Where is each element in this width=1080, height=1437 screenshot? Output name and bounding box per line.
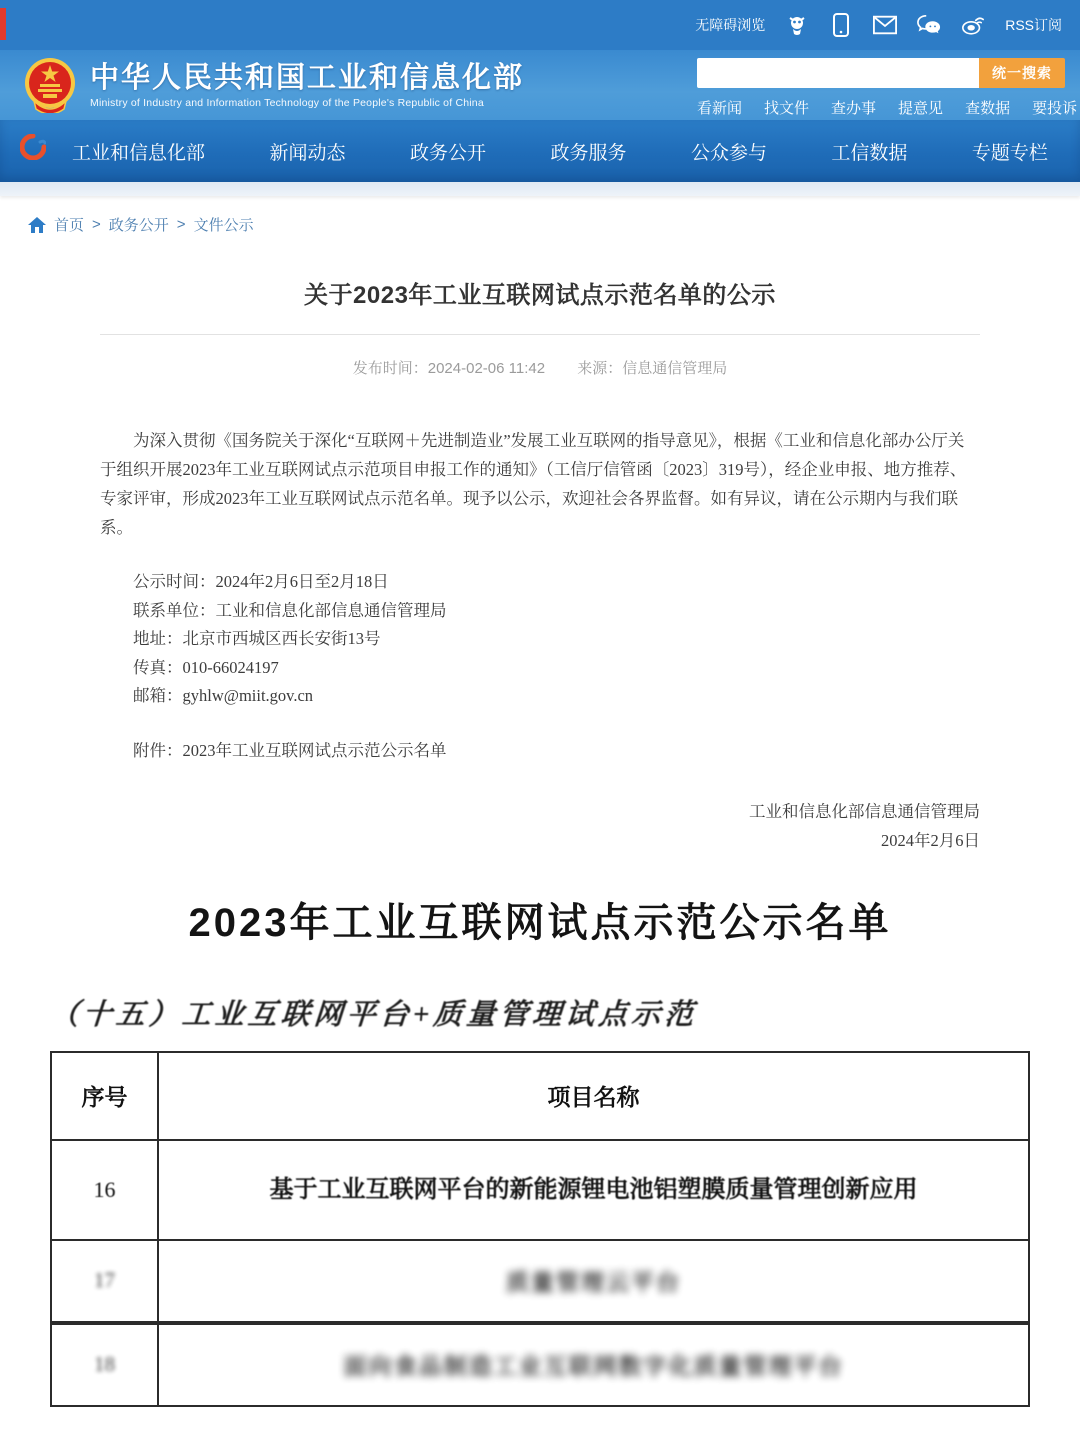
table-row-blurred xyxy=(51,1240,1029,1323)
publish-time-label: 发布时间： xyxy=(352,360,428,377)
article-body xyxy=(100,426,980,711)
mascot-icon[interactable] xyxy=(785,13,809,37)
weibo-icon[interactable] xyxy=(961,13,985,37)
quick-link-complaint[interactable]: 要投诉 xyxy=(1032,100,1078,117)
site-title-en: Ministry of Industry and Information Technology of the People's Republic of China xyxy=(90,96,484,109)
col-header-no: 序号 xyxy=(51,1052,158,1140)
annex-table xyxy=(50,1051,1030,1407)
source-label: 来源： xyxy=(577,360,623,377)
annex-heading: 2023年工业互联网试点示范公示名单 xyxy=(188,900,892,945)
signature-org: 工业和信息化部信息通信管理局 xyxy=(749,801,980,821)
quick-link-data[interactable]: 查数据 xyxy=(965,100,1011,117)
breadcrumb-file-notice[interactable]: 文件公示 xyxy=(193,217,254,234)
site-title-cn: 中华人民共和国工业和信息化部 xyxy=(90,61,525,94)
breadcrumb-separator: > xyxy=(92,216,101,233)
table-row-blurred xyxy=(51,1323,1029,1406)
top-utility-bar xyxy=(0,0,1080,50)
e-gov-logo-icon xyxy=(20,134,46,160)
search-input[interactable] xyxy=(697,58,979,88)
row-no: 16 xyxy=(51,1140,158,1240)
site-header xyxy=(0,50,1080,120)
nav-item-gov-open[interactable]: 政务公开 xyxy=(409,142,486,164)
search-button[interactable]: 统一搜索 xyxy=(979,58,1065,88)
breadcrumb-gov-open[interactable]: 政务公开 xyxy=(108,217,169,234)
quick-link-feedback[interactable]: 提意见 xyxy=(898,100,944,117)
attachment-link[interactable]: 附件：2023年工业互联网试点示范公示名单 xyxy=(133,740,447,760)
mail-icon[interactable] xyxy=(873,13,897,37)
quick-link-news[interactable]: 看新闻 xyxy=(697,100,743,117)
row-project-name: 基于工业互联网平台的新能源锂电池铝塑膜质量管理创新应用 xyxy=(158,1140,1029,1240)
notice-period-line: 公示时间：2024年2月6日至2月18日 xyxy=(133,572,389,591)
lead-paragraph: 为深入贯彻《国务院关于深化“互联网＋先进制造业”发展工业互联网的指导意见》，根据《工业和信息化部办公厅关于组织开展2023年工业互联网试点示范项目申报工作的通知》（工信厅信管函〔2023〕319号），经企业申报、地方推荐、专家评审，形成2023年工业互联网试点示范名单。现予以公示，欢迎社会各界监督。如有异议，请在公示期内与我们联系。 xyxy=(100,431,967,537)
mobile-icon[interactable] xyxy=(829,13,853,37)
wechat-icon[interactable] xyxy=(917,13,941,37)
rss-link[interactable]: RSS订阅 xyxy=(1005,17,1062,33)
primary-nav xyxy=(0,120,1080,182)
nav-item-data[interactable]: 工信数据 xyxy=(831,142,908,164)
contact-unit-line: 联系单位：工业和信息化部信息通信管理局 xyxy=(133,600,447,620)
accessibility-link[interactable]: 无障碍浏览 xyxy=(695,17,766,33)
search-area xyxy=(697,58,1078,118)
quick-link-services[interactable]: 查办事 xyxy=(831,100,877,117)
signature-date: 2024年2月6日 xyxy=(881,830,980,850)
nav-item-gov-service[interactable]: 政务服务 xyxy=(550,142,627,164)
breadcrumb-home[interactable]: 首页 xyxy=(54,217,85,234)
quick-links xyxy=(697,97,1078,118)
row-no: 18 xyxy=(51,1323,158,1406)
annex-section-title: （十五）工业互联网平台+质量管理试点示范 xyxy=(48,998,699,1031)
home-icon[interactable] xyxy=(28,217,46,233)
address-line: 地址：北京市西城区西长安街13号 xyxy=(133,629,381,648)
breadcrumb xyxy=(0,196,1080,235)
contact-info-block xyxy=(100,568,980,711)
title-divider xyxy=(100,334,980,335)
nav-item-topics[interactable]: 专题专栏 xyxy=(971,142,1048,164)
nav-item-news[interactable]: 新闻动态 xyxy=(269,142,346,164)
nav-item-miit[interactable]: 工业和信息化部 xyxy=(72,142,206,164)
article xyxy=(100,275,980,855)
fax-line: 传真：010-66024197 xyxy=(133,657,279,677)
source-value: 信息通信管理局 xyxy=(622,360,728,377)
row-no: 17 xyxy=(51,1240,158,1323)
publish-time: 2024-02-06 11:42 xyxy=(427,360,546,377)
article-meta xyxy=(100,357,980,378)
table-header-row xyxy=(51,1052,1029,1140)
partial-red-element xyxy=(0,8,6,40)
breadcrumb-separator: > xyxy=(176,216,186,233)
nav-item-public[interactable]: 公众参与 xyxy=(690,142,767,164)
quick-link-files[interactable]: 找文件 xyxy=(764,100,810,117)
col-header-name: 项目名称 xyxy=(158,1052,1029,1140)
row-project-name: 面向食品制造工业互联网数字化质量管理平台 xyxy=(158,1323,1029,1406)
email-line: 邮箱：gyhlw@miit.gov.cn xyxy=(133,686,314,705)
signature-block xyxy=(100,797,980,855)
header-bottom-strip xyxy=(0,182,1080,196)
table-row xyxy=(51,1140,1029,1240)
annex-image-section xyxy=(50,891,1030,1407)
national-emblem-logo xyxy=(24,57,76,113)
page-title: 关于2023年工业互联网试点示范名单的公示 xyxy=(304,282,776,309)
row-project-name: 质量管理云平台 xyxy=(158,1240,1029,1323)
